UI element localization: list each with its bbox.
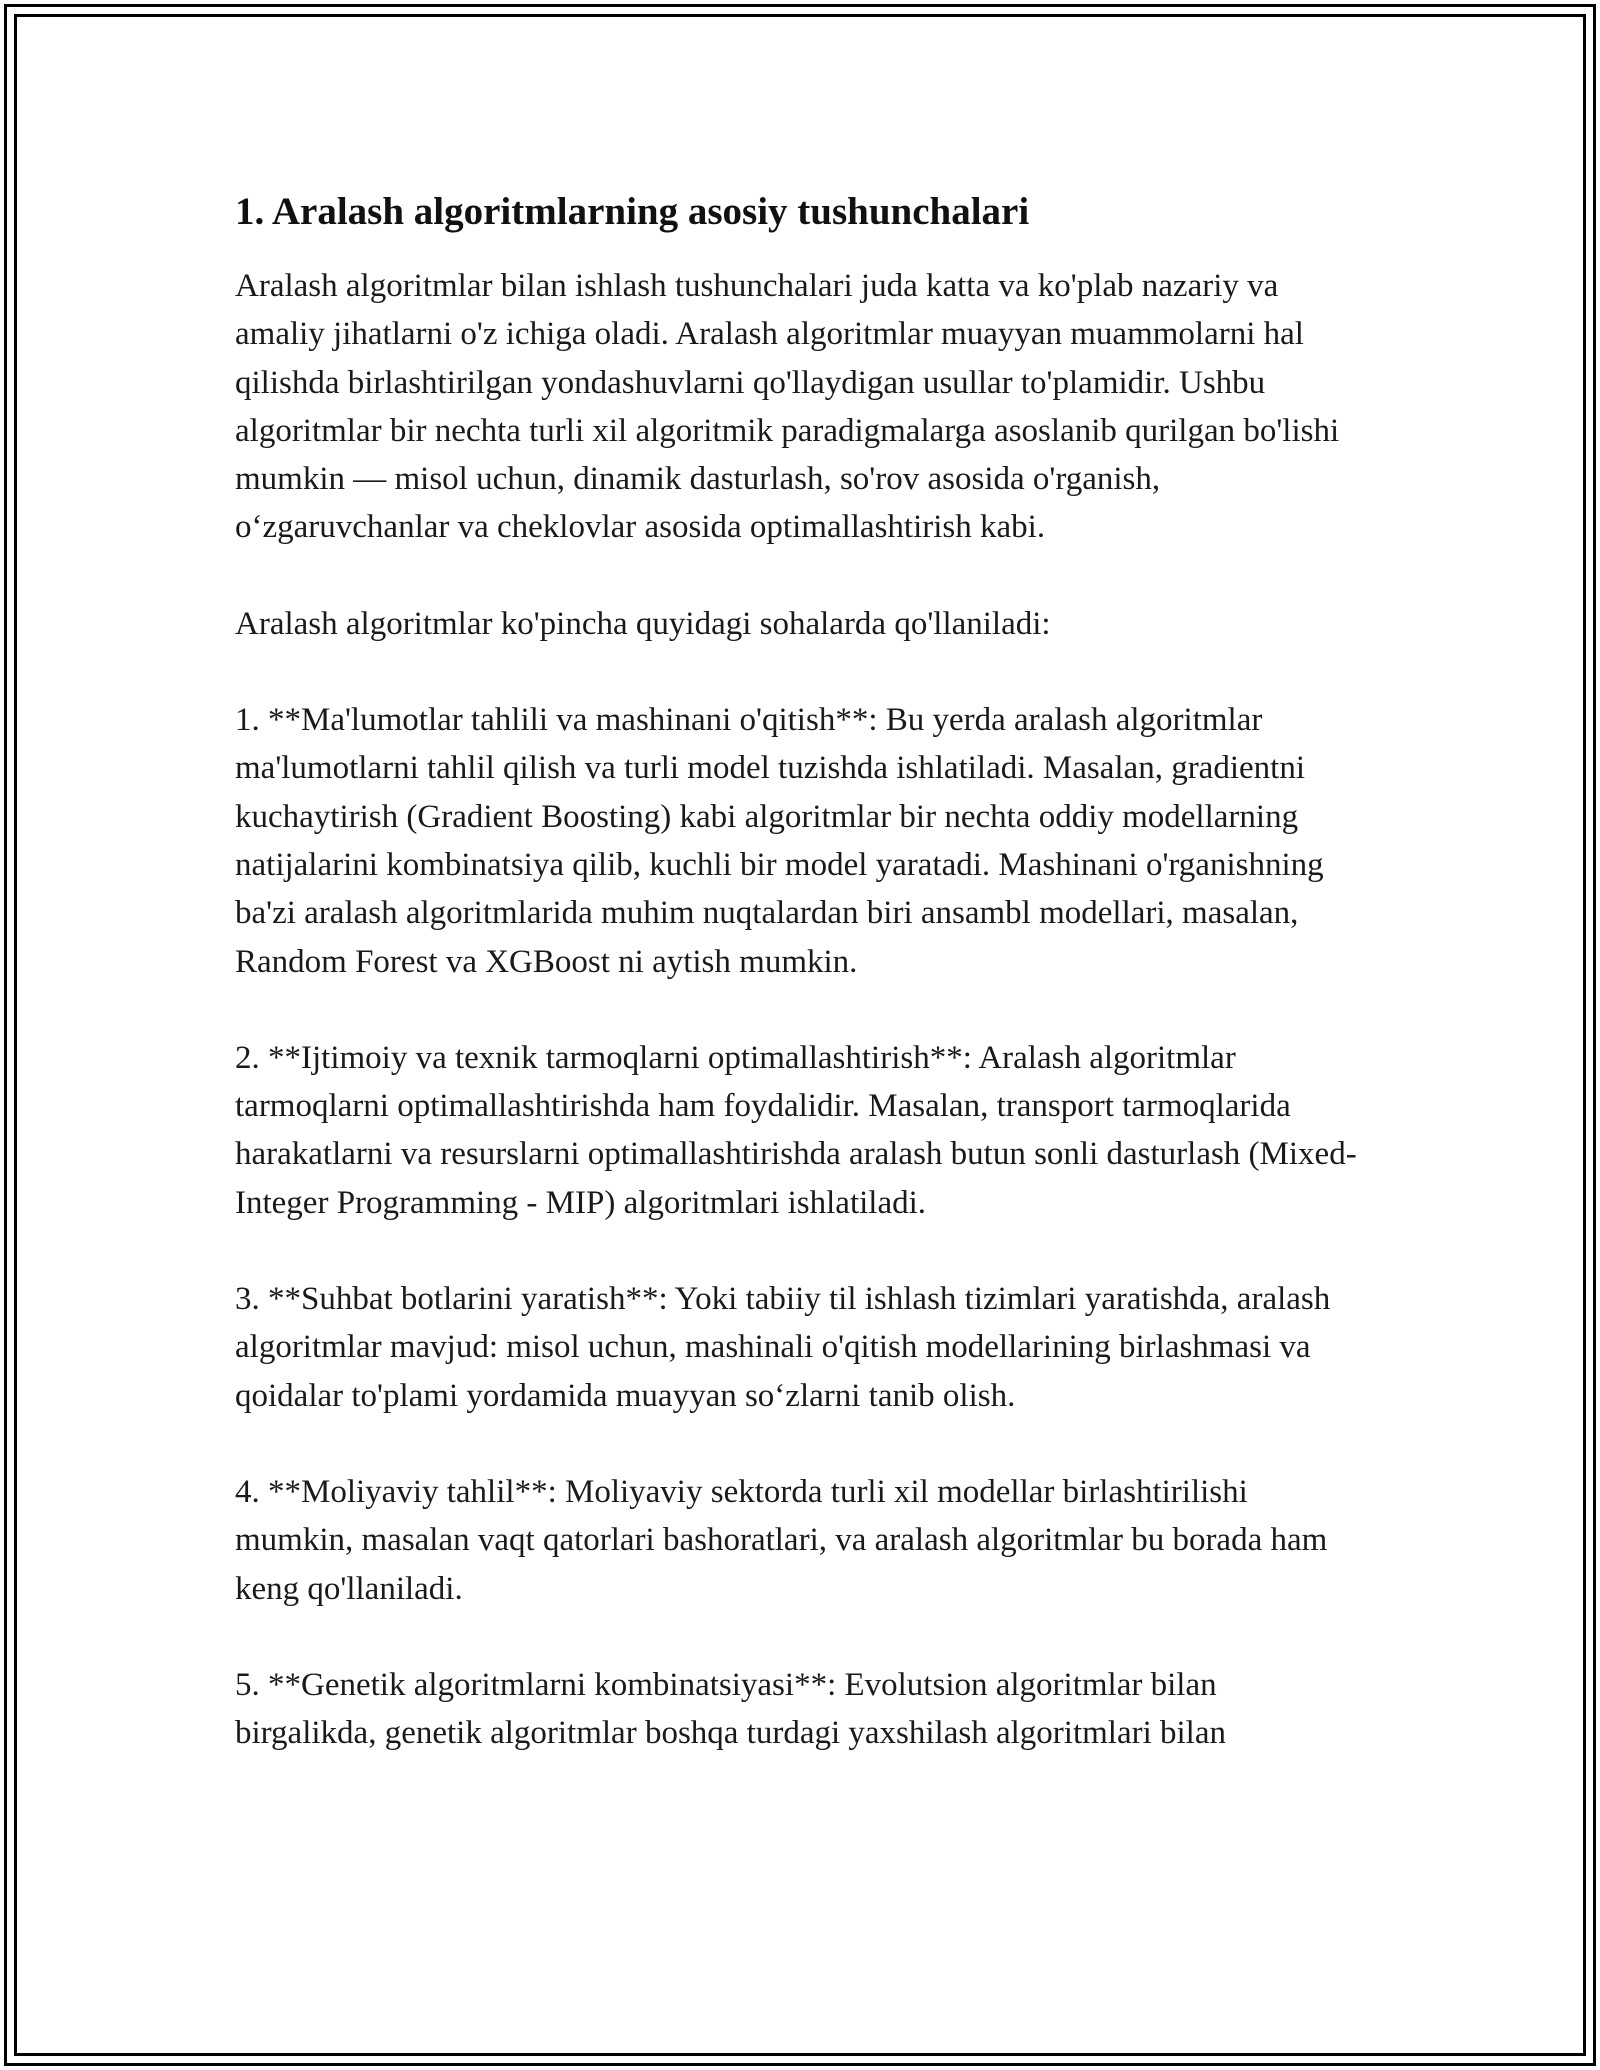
section-heading: 1. Aralash algoritmlarning asosiy tushunchalari — [235, 190, 1030, 233]
list-item-genetic-algorithms: 5. **Genetik algoritmlarni kombinatsiyasi**: Evolutsion algoritmlar bilan birgalikda, genetik algoritmlar boshqa turdagi yaxshilash algoritmlari bilan — [235, 1666, 1226, 1752]
list-intro-paragraph: Aralash algoritmlar ko'pincha quyidagi sohalarda qo'llaniladi: — [235, 605, 1051, 642]
document-body — [235, 186, 1365, 1805]
list-item-data-analysis: 1. **Ma'lumotlar tahlili va mashinani o'qitish**: Bu yerda aralash algoritmlar ma'lumotlarni tahlil qilish va turli model tuzishda ishlatiladi. Masalan, gradientni kuchaytirish (Gradient Boosting) kabi algoritmlar bir nechta oddiy modellarning natijalarini kombinatsiya qilib, kuchli bir model yaratadi. Mashinani o'rganishning ba'zi aralash algoritmlarida muhim nuqtalardan biri ansambl modellari, masalan, Random Forest va XGBoost ni aytish mumkin. — [235, 702, 1324, 980]
list-item-network-optimization: 2. **Ijtimoiy va texnik tarmoqlarni optimallashtirish**: Aralash algoritmlar tarmoqlarni optimallashtirishda ham foydalidir. Masalan, transport tarmoqlarida harakatlarni va resurslarni optimallashtirishda aralash butun sonli dasturlash (Mixed-Integer Programming - MIP) algoritmlari ishlatiladi. — [235, 1039, 1357, 1221]
list-item-chatbots: 3. **Suhbat botlarini yaratish**: Yoki tabiiy til ishlash tizimlari yaratishda, aralash algoritmlar mavjud: misol uchun, mashinali o'qitish modellarining birlashmasi va qoidalar to'plami yordamida muayyan so‘zlarni tanib olish. — [235, 1281, 1331, 1414]
intro-paragraph: Aralash algoritmlar bilan ishlash tushunchalari juda katta va ko'plab nazariy va amaliy jihatlarni o'z ichiga oladi. Aralash algoritmlar muayyan muammolarni hal qilishda birlashtirilgan yondashuvlarni qo'llaydigan usullar to'plamidir. Ushbu algoritmlar bir nechta turli xil algoritmik paradigmalarga asoslanib qurilgan bo'lishi mumkin — misol uchun, dinamik dasturlash, so'rov asosida o'rganish, o‘zgaruvchanlar va cheklovlar asosida optimallashtirish kabi. — [235, 268, 1340, 546]
list-item-financial-analysis: 4. **Moliyaviy tahlil**: Moliyaviy sektorda turli xil modellar birlashtirilishi mumkin, masalan vaqt qatorlari bashoratlari, va aralash algoritmlar bu borada ham keng qo'llaniladi. — [235, 1473, 1328, 1607]
